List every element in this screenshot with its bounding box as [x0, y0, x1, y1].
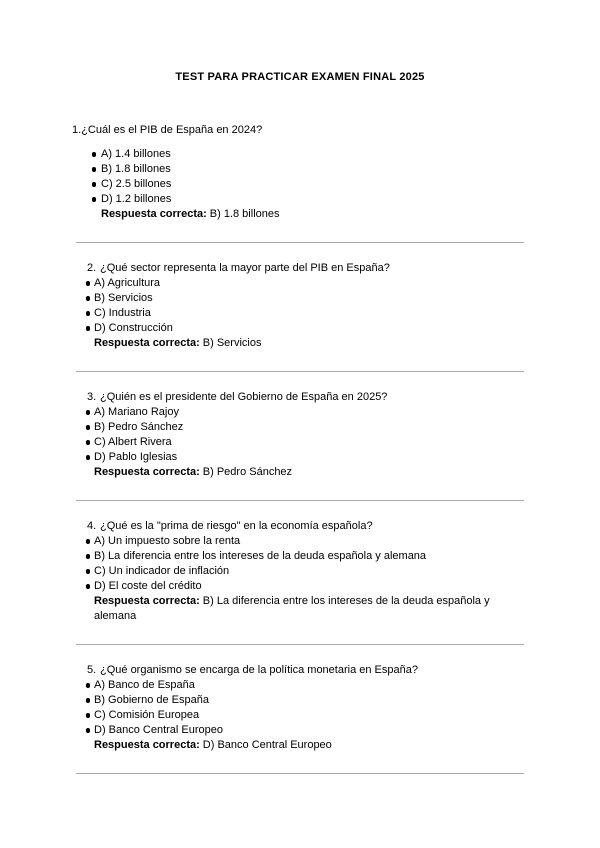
bullet-icon: [86, 683, 91, 688]
section-divider: [76, 644, 524, 645]
question-block-1: [72, 123, 528, 222]
option-item: [94, 549, 528, 564]
bullet-icon: [86, 296, 91, 301]
option-text: B) 1.8 billones: [101, 163, 171, 175]
bullet-icon: [86, 281, 91, 286]
bullet-icon: [92, 152, 97, 157]
question-block-5: [72, 663, 528, 753]
option-text: D) 1.2 billones: [101, 193, 172, 205]
answer-text: B) Servicios: [202, 337, 262, 349]
answer-label: Respuesta correcta:: [94, 595, 200, 607]
question-line: [72, 519, 528, 534]
question-text: ¿Qué es la "prima de riesgo" en la economía española?: [100, 520, 373, 532]
option-item: [101, 177, 528, 192]
option-text: B) La diferencia entre los intereses de la deuda española y alemana: [94, 550, 427, 562]
option-item: [94, 564, 528, 579]
option-text: D) Banco Central Europeo: [94, 724, 224, 736]
question-text: ¿Quién es el presidente del Gobierno de España en 2025?: [100, 391, 388, 403]
bullet-icon: [86, 311, 91, 316]
question-block-3: [72, 390, 528, 480]
bullet-icon: [92, 167, 97, 172]
answer-label: Respuesta correcta:: [94, 337, 200, 349]
answer-line: [72, 207, 528, 222]
question-number: 1.: [72, 124, 82, 136]
option-item: [101, 147, 528, 162]
question-line: [72, 663, 528, 678]
option-item: [94, 291, 528, 306]
option-text: C) Albert Rivera: [94, 436, 172, 448]
option-item: [101, 162, 528, 177]
option-text: D) Construcción: [94, 322, 173, 334]
option-text: A) Mariano Rajoy: [94, 406, 179, 418]
question-line: [72, 390, 528, 405]
bullet-icon: [86, 569, 91, 574]
option-item: [94, 420, 528, 435]
options-list: [72, 405, 528, 465]
option-item: [94, 534, 528, 549]
bullet-icon: [86, 425, 91, 430]
option-item: [94, 321, 528, 336]
option-item: [94, 723, 528, 738]
bullet-icon: [92, 197, 97, 202]
answer-label: Respuesta correcta:: [94, 739, 200, 751]
option-text: B) Pedro Sánchez: [94, 421, 184, 433]
option-item: [94, 579, 528, 594]
option-text: B) Servicios: [94, 292, 153, 304]
option-item: [94, 708, 528, 723]
answer-text: B) Pedro Sánchez: [202, 466, 293, 478]
question-block-4: [72, 519, 528, 624]
option-text: D) El coste del crédito: [94, 580, 202, 592]
bullet-icon: [86, 326, 91, 331]
question-text: ¿Qué sector representa la mayor parte del PIB en España?: [100, 262, 390, 274]
option-item: [94, 276, 528, 291]
bullet-icon: [86, 554, 91, 559]
options-list: [72, 534, 528, 594]
question-number: 3.: [87, 391, 97, 403]
answer-line: [72, 594, 528, 624]
bullet-icon: [86, 584, 91, 589]
bullet-icon: [86, 410, 91, 415]
question-number: 4.: [87, 520, 97, 532]
bullet-icon: [86, 539, 91, 544]
bullet-icon: [86, 728, 91, 733]
option-item: [94, 405, 528, 420]
answer-line: [72, 336, 528, 351]
section-divider: [76, 500, 524, 501]
question-line: [72, 261, 528, 276]
options-list: [72, 147, 528, 207]
bullet-icon: [86, 713, 91, 718]
options-list: [72, 276, 528, 336]
question-block-2: [72, 261, 528, 351]
option-item: [94, 678, 528, 693]
answer-text: B) 1.8 billones: [209, 208, 280, 220]
question-text: ¿Qué organismo se encarga de la política monetaria en España?: [100, 664, 418, 676]
bullet-icon: [92, 182, 97, 187]
option-item: [101, 192, 528, 207]
option-text: A) Banco de España: [94, 679, 195, 691]
option-text: C) Comisión Europea: [94, 709, 200, 721]
option-text: C) Un indicador de inflación: [94, 565, 230, 577]
option-item: [94, 306, 528, 321]
section-divider: [76, 371, 524, 372]
option-text: D) Pablo Iglesias: [94, 451, 178, 463]
question-line: [72, 123, 528, 138]
question-text: ¿Cuál es el PIB de España en 2024?: [81, 124, 263, 136]
answer-label: Respuesta correcta:: [101, 208, 207, 220]
option-item: [94, 450, 528, 465]
bullet-icon: [86, 440, 91, 445]
answer-text: D) Banco Central Europeo: [202, 739, 332, 751]
answer-line: [72, 738, 528, 753]
option-text: B) Gobierno de España: [94, 694, 209, 706]
section-divider: [76, 242, 524, 243]
answer-label: Respuesta correcta:: [94, 466, 200, 478]
option-text: C) 2.5 billones: [101, 178, 172, 190]
option-text: A) 1.4 billones: [101, 148, 171, 160]
answer-line: [72, 465, 528, 480]
answer-text: B) La diferencia entre los intereses de la deuda española y alemana: [94, 595, 490, 622]
option-text: C) Industria: [94, 307, 151, 319]
question-number: 2.: [87, 262, 97, 274]
option-item: [94, 435, 528, 450]
option-item: [94, 693, 528, 708]
options-list: [72, 678, 528, 738]
document-title: TEST PARA PRACTICAR EXAMEN FINAL 2025: [175, 71, 425, 83]
option-text: A) Un impuesto sobre la renta: [94, 535, 241, 547]
section-divider: [76, 773, 524, 774]
question-number: 5.: [87, 664, 97, 676]
bullet-icon: [86, 455, 91, 460]
option-text: A) Agricultura: [94, 277, 161, 289]
bullet-icon: [86, 698, 91, 703]
